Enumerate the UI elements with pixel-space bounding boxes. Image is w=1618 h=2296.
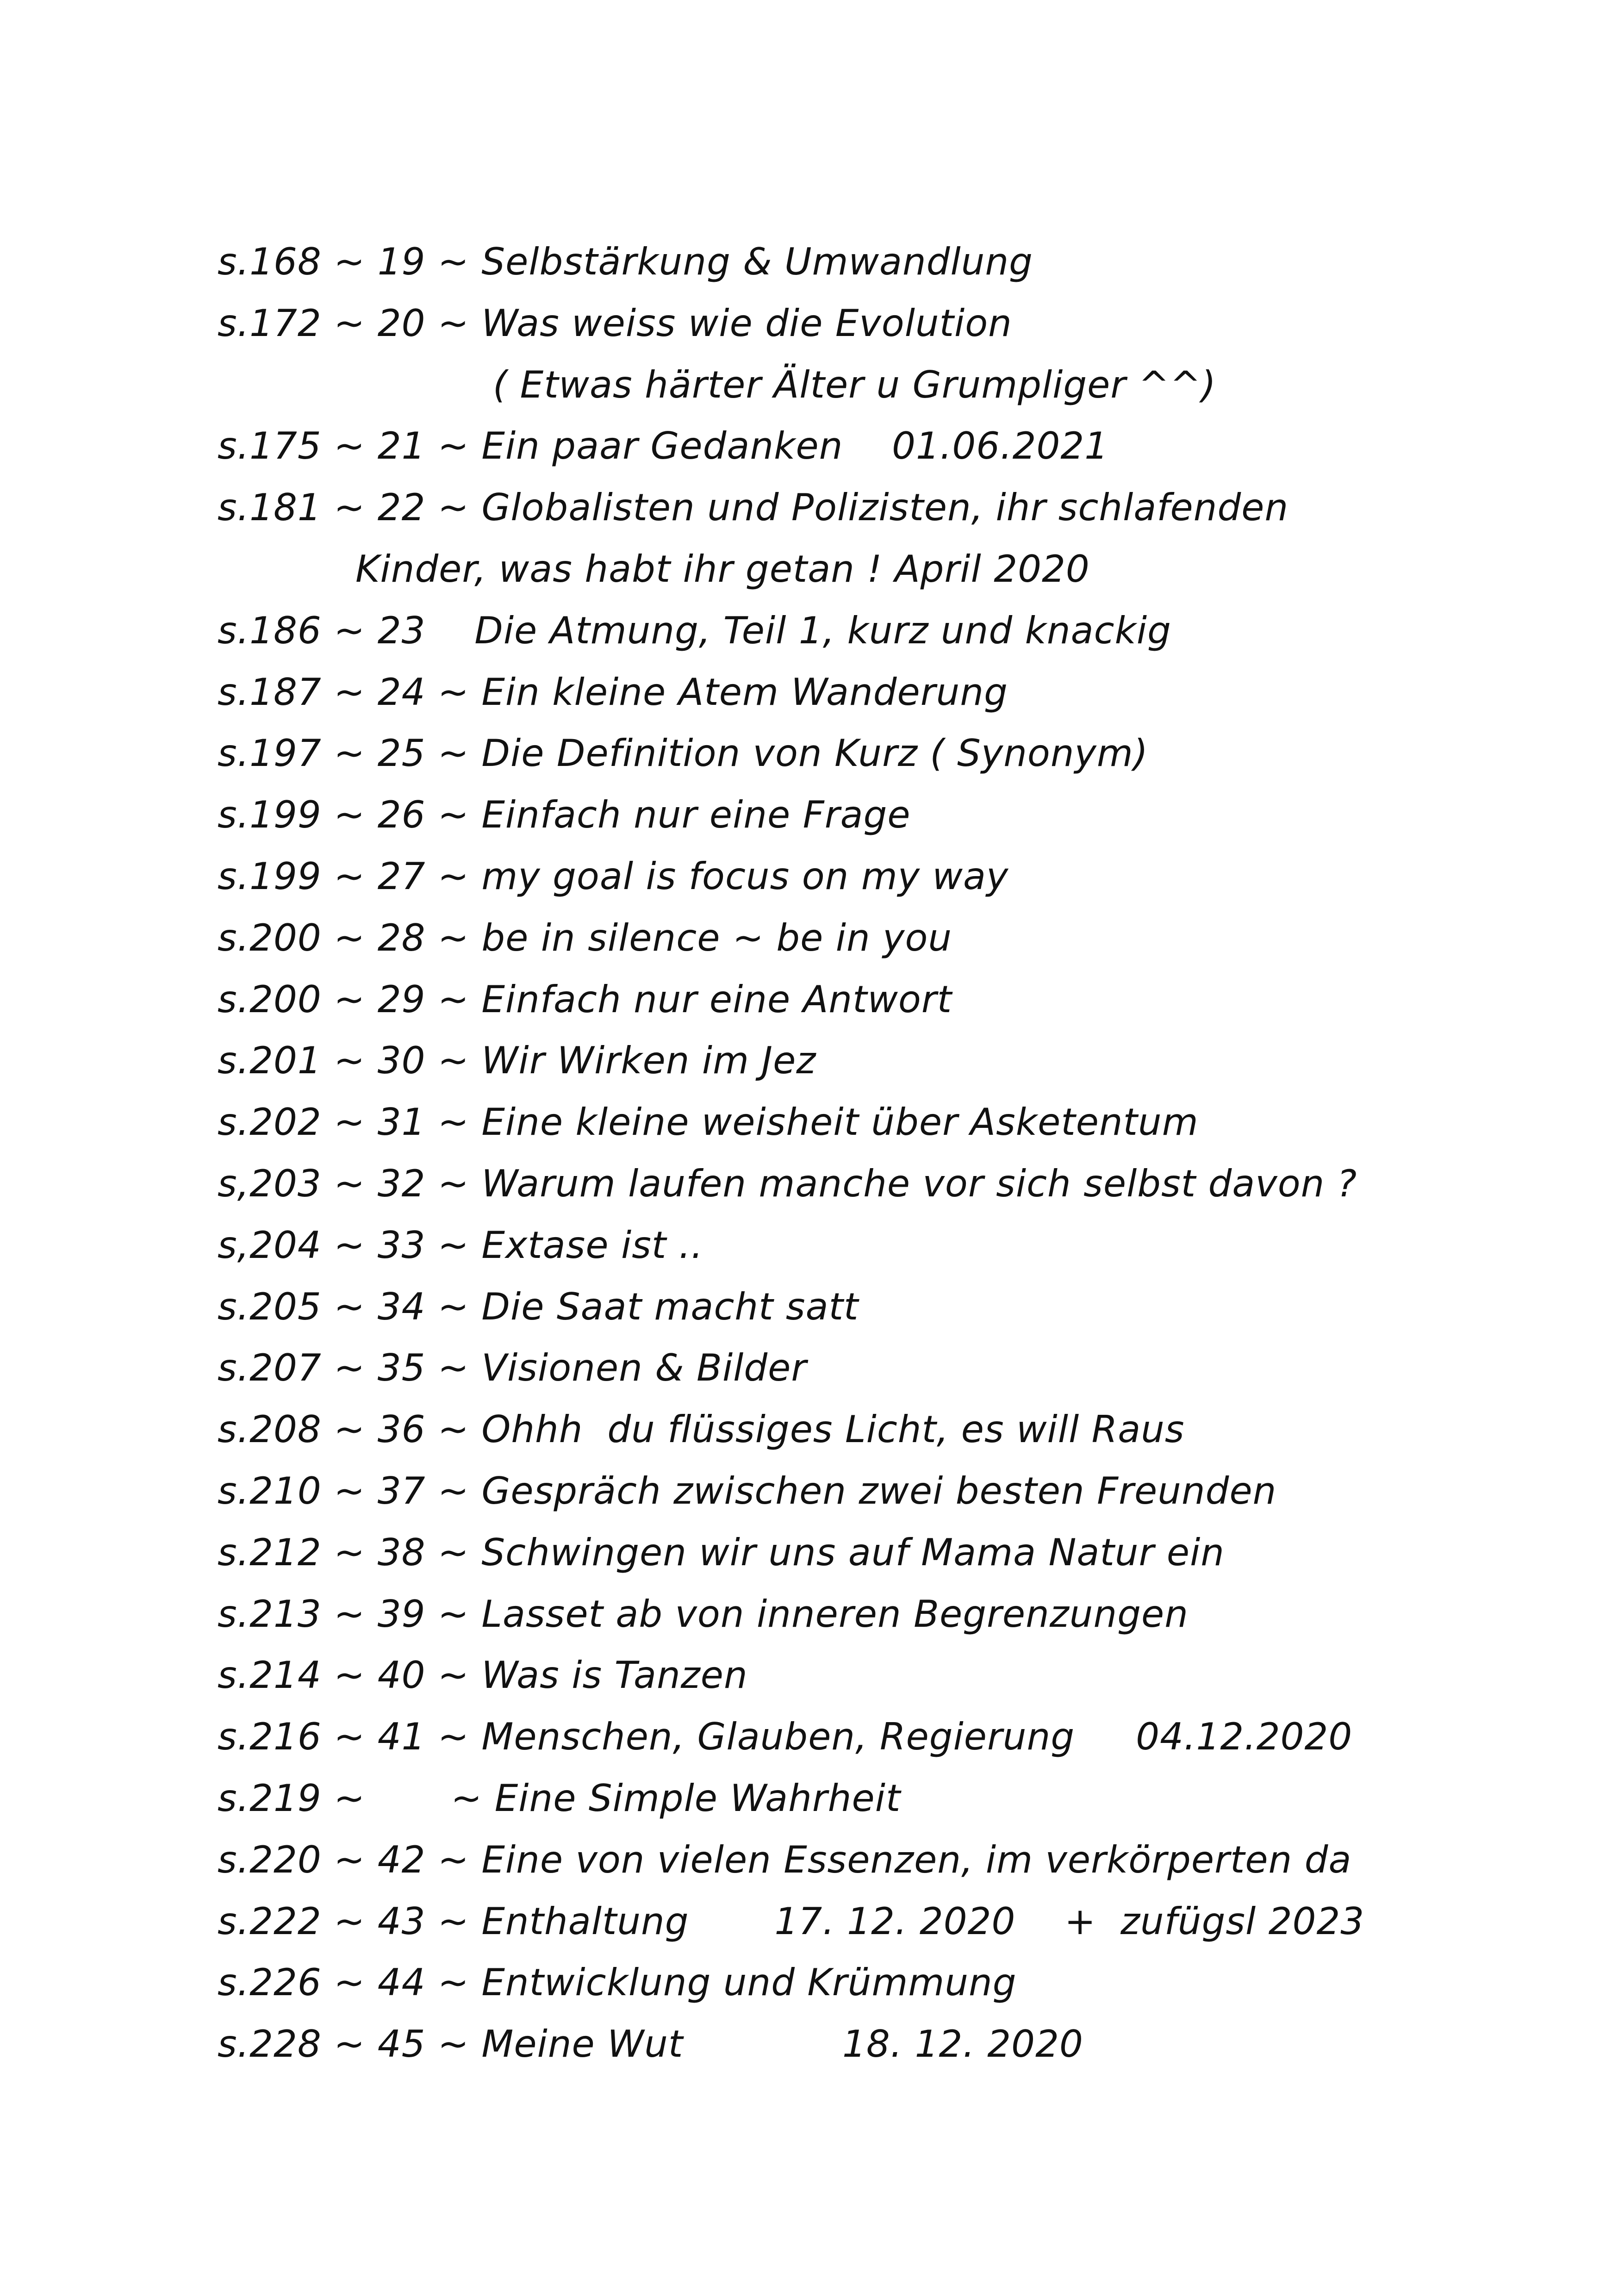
- toc-entry: s.172 ~ 20 ~ Was weiss wie die Evolution: [218, 301, 1012, 345]
- toc-entry: s.226 ~ 44 ~ Entwicklung und Krümmung: [218, 1961, 1017, 2004]
- toc-entry: s.207 ~ 35 ~ Visionen & Bilder: [218, 1346, 807, 1390]
- toc-entry: s.175 ~ 21 ~ Ein paar Gedanken 01.06.2021: [218, 424, 1109, 468]
- toc-entry: s.222 ~ 43 ~ Enthaltung 17. 12. 2020 + zufügsl 2023: [218, 1899, 1365, 1943]
- toc-entry: s.208 ~ 36 ~ Ohhh du flüssiges Licht, es will Raus: [218, 1408, 1185, 1451]
- toc-entry: s.213 ~ 39 ~ Lasset ab von inneren Begrenzungen: [218, 1592, 1189, 1636]
- toc-entry: s.168 ~ 19 ~ Selbstärkung & Umwandlung: [218, 240, 1033, 283]
- toc-entry: s.187 ~ 24 ~ Ein kleine Atem Wanderung: [218, 670, 1008, 714]
- toc-entry: s.202 ~ 31 ~ Eine kleine weisheit über Asketentum: [218, 1101, 1199, 1144]
- toc-entry: s.214 ~ 40 ~ Was is Tanzen: [218, 1654, 748, 1697]
- toc-entry: s.220 ~ 42 ~ Eine von vielen Essenzen, im verkörperten da: [218, 1838, 1352, 1881]
- toc-entry: s,204 ~ 33 ~ Extase ist ..: [218, 1223, 703, 1267]
- toc-entry: s,203 ~ 32 ~ Warum laufen manche vor sich selbst davon ?: [218, 1162, 1357, 1205]
- toc-entry: s.181 ~ 22 ~ Globalisten und Polizisten, ihr schlafenden: [218, 486, 1289, 529]
- toc-entry: s.205 ~ 34 ~ Die Saat macht satt: [218, 1285, 859, 1328]
- toc-entry: s.210 ~ 37 ~ Gespräch zwischen zwei besten Freunden: [218, 1469, 1277, 1512]
- toc-entry: s.186 ~ 23 Die Atmung, Teil 1, kurz und knackig: [218, 609, 1171, 652]
- toc-entry: s.212 ~ 38 ~ Schwingen wir uns auf Mama Natur ein: [218, 1531, 1225, 1574]
- toc-entry: s.197 ~ 25 ~ Die Definition von Kurz ( Synonym): [218, 732, 1149, 775]
- toc-entry-continuation: Kinder, was habt ihr getan ! April 2020: [355, 547, 1090, 591]
- toc-entry: s.228 ~ 45 ~ Meine Wut 18. 12. 2020: [218, 2022, 1083, 2066]
- toc-entry: s.201 ~ 30 ~ Wir Wirken im Jez: [218, 1039, 816, 1083]
- toc-entry: s.219 ~ ~ Eine Simple Wahrheit: [218, 1776, 901, 1820]
- toc-entry-continuation: ( Etwas härter Älter u Grumpliger ^^): [493, 363, 1216, 406]
- toc-entry: s.199 ~ 27 ~ my goal is focus on my way: [218, 854, 1009, 898]
- toc-entry: s.216 ~ 41 ~ Menschen, Glauben, Regierung 04.12.2020: [218, 1715, 1353, 1759]
- table-of-contents: [218, 231, 1560, 2075]
- toc-entry: s.199 ~ 26 ~ Einfach nur eine Frage: [218, 793, 911, 837]
- toc-entry: s.200 ~ 29 ~ Einfach nur eine Antwort: [218, 977, 952, 1021]
- toc-entry: s.200 ~ 28 ~ be in silence ~ be in you: [218, 916, 952, 959]
